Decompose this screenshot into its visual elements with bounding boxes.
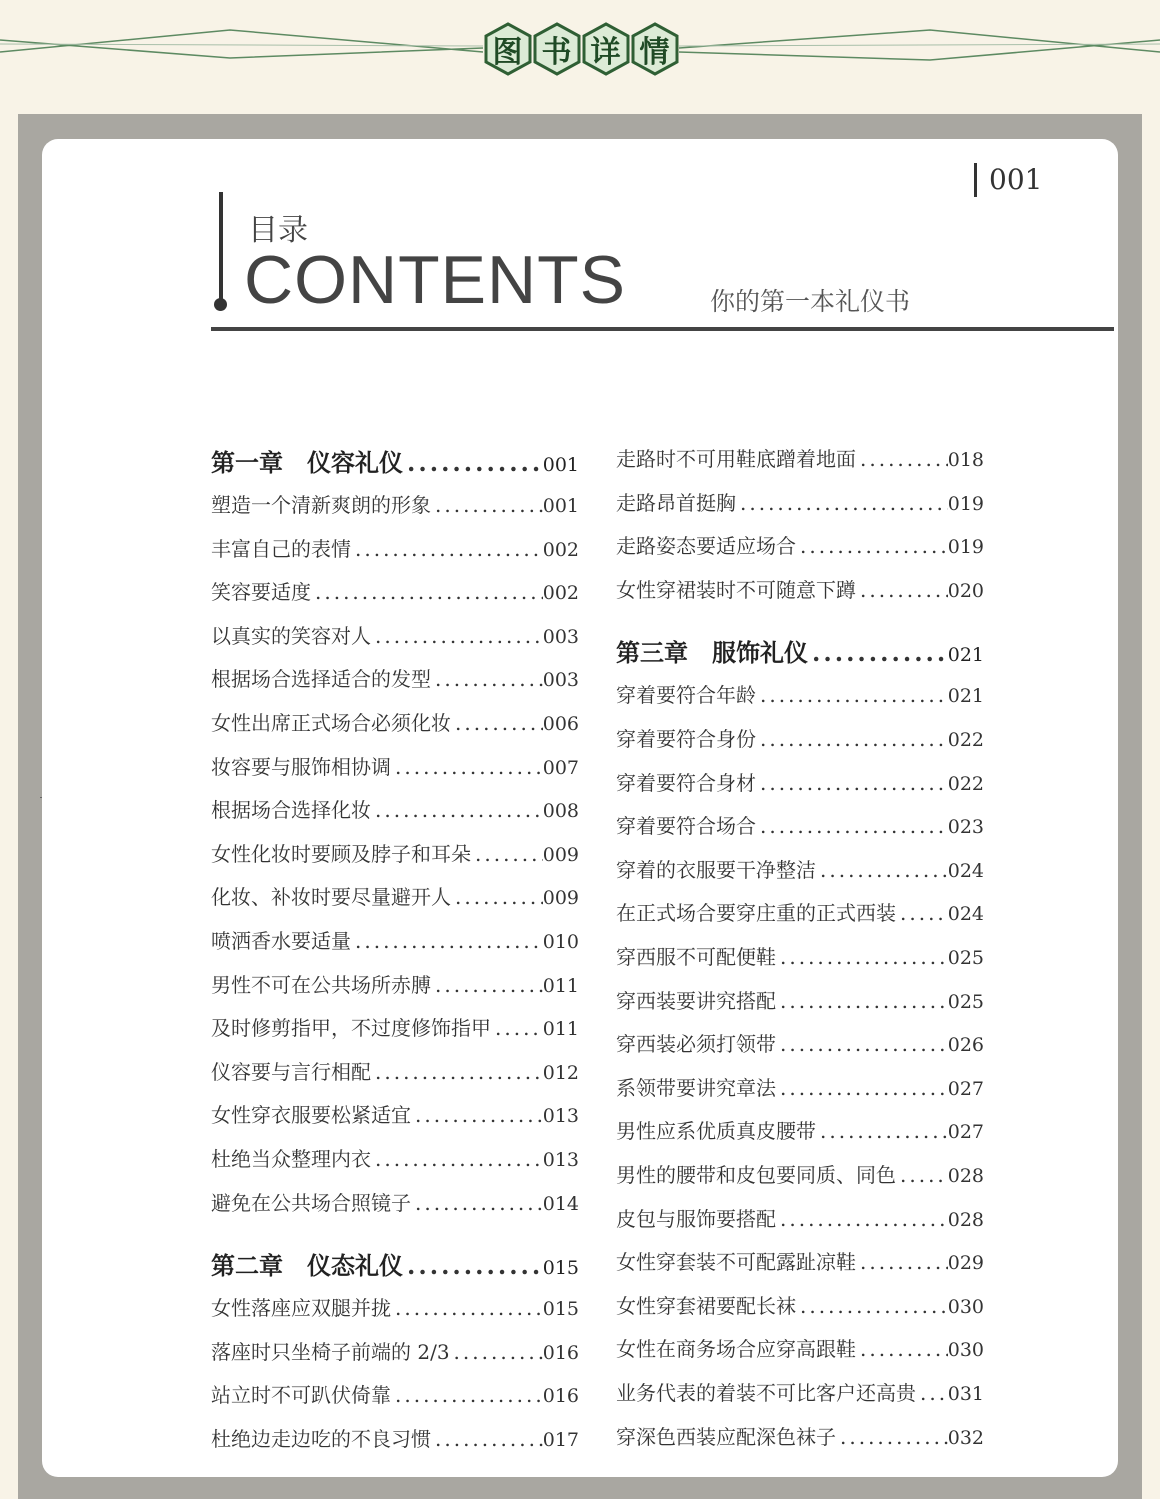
toc-item-title xyxy=(616,810,756,839)
toc-title-text: 穿着的衣服要干净整洁 xyxy=(616,857,816,882)
toc-page-number: 022 xyxy=(947,772,984,795)
toc-leader-dots xyxy=(836,1425,948,1449)
toc-item[interactable] xyxy=(211,707,579,737)
toc-item[interactable] xyxy=(211,663,579,693)
toc-item[interactable] xyxy=(616,1333,984,1363)
toc-item[interactable] xyxy=(211,533,579,563)
toc-page-number: 025 xyxy=(947,990,984,1013)
toc-leader-dots xyxy=(776,989,948,1013)
toc-leader-dots xyxy=(736,491,948,515)
toc-item-title xyxy=(616,443,856,472)
banner-hex xyxy=(581,22,630,76)
toc-leader-dots xyxy=(431,667,543,691)
toc-leader-dots xyxy=(411,1103,543,1127)
toc-page-number: 019 xyxy=(947,536,984,559)
banner-title xyxy=(483,22,679,76)
toc-leader-dots xyxy=(391,755,543,779)
toc-page-number: 028 xyxy=(947,1208,984,1231)
toc-item[interactable] xyxy=(616,897,984,927)
toc-title-text: 笑容要适度 xyxy=(211,580,311,605)
toc-item-title xyxy=(616,1290,796,1319)
page-title-cn: 目录 xyxy=(248,213,308,248)
toc-title-text: 走路昂首挺胸 xyxy=(616,490,736,515)
toc-chapter-number: 第三章 xyxy=(616,638,688,668)
toc-page-number: 027 xyxy=(947,1121,984,1144)
toc-title-text: 穿西服不可配便鞋 xyxy=(616,945,776,969)
toc-leader-dots xyxy=(756,683,948,707)
banner-char: 情 xyxy=(639,35,670,70)
toc-title-text: 穿西装要讲究搭配 xyxy=(616,988,776,1013)
toc-item[interactable] xyxy=(211,881,579,911)
toc-page-number: 021 xyxy=(947,685,984,708)
toc-item[interactable] xyxy=(616,1246,984,1276)
toc-page-number: 031 xyxy=(947,1383,984,1405)
toc-title-text: 根据场合选择化妆 xyxy=(211,798,371,823)
toc-title-text: 及时修剪指甲，不过度修饰指甲 xyxy=(211,1016,491,1041)
page-title: CONTENTS xyxy=(244,242,626,318)
toc-leader-dots xyxy=(776,1032,948,1056)
toc-leader-dots xyxy=(371,1060,543,1084)
toc-leader-dots xyxy=(471,842,543,866)
toc-item-title xyxy=(616,1159,896,1188)
toc-title-text: 女性落座应双腿并拢 xyxy=(211,1296,391,1321)
toc-title-text: 杜绝边走边吃的不良习惯 xyxy=(211,1427,431,1451)
toc-item[interactable] xyxy=(616,1115,984,1145)
toc-page-number: 022 xyxy=(947,729,984,751)
toc-item-title xyxy=(616,530,796,559)
toc-leader-dots xyxy=(796,534,948,558)
toc-leader-dots xyxy=(351,537,543,561)
toc-item-title xyxy=(211,838,471,867)
toc-title-text: 走路姿态要适应场合 xyxy=(616,534,796,559)
toc-leader-dots xyxy=(896,901,948,925)
toc-item[interactable] xyxy=(616,679,984,709)
banner-hex xyxy=(630,22,679,76)
toc-item[interactable] xyxy=(616,1072,984,1102)
toc-title-text: 女性出席正式场合必须化妆 xyxy=(211,711,451,735)
toc-page-number: 023 xyxy=(947,816,984,839)
toc-title-text: 塑造一个清新爽朗的形象 xyxy=(211,493,431,517)
toc-leader-dots xyxy=(351,929,543,953)
toc-item-title xyxy=(211,1099,411,1128)
banner-char: 图 xyxy=(492,35,523,70)
toc-title-text: 落座时只坐椅子前端的 2/3 xyxy=(211,1339,450,1364)
toc-leader-dots xyxy=(776,1076,948,1100)
toc-leader-dots xyxy=(391,1296,543,1320)
toc-item-title xyxy=(616,767,756,796)
toc-page-number: 011 xyxy=(542,1018,579,1041)
toc-item[interactable] xyxy=(616,574,984,604)
toc-item[interactable] xyxy=(616,443,984,473)
toc-leader-dots xyxy=(450,1340,543,1364)
toc-item-title xyxy=(211,663,431,692)
toc-item-title xyxy=(211,1012,491,1041)
toc-leader-dots xyxy=(796,1294,948,1318)
toc-title-text: 女性穿衣服要松紧适宜 xyxy=(211,1103,411,1128)
toc-title-text: 喷洒香水要适量 xyxy=(211,929,351,953)
toc-page-number: 009 xyxy=(542,843,579,866)
toc-page-number: 012 xyxy=(542,1061,579,1084)
toc-page-number: 001 xyxy=(542,454,579,476)
toc-title-text: 女性穿套裙要配长袜 xyxy=(616,1293,796,1318)
toc-item-title xyxy=(211,489,431,518)
toc-title-text: 女性化妆时要顾及脖子和耳朵 xyxy=(211,841,471,866)
toc-page-number: 026 xyxy=(947,1034,984,1057)
toc-item[interactable] xyxy=(211,1336,579,1366)
toc-leader-dots xyxy=(311,580,543,604)
toc-leader-dots xyxy=(431,973,543,997)
toc-item-title xyxy=(616,985,776,1014)
toc-title-text: 妆容要与服饰相协调 xyxy=(211,754,391,779)
toc-title-text: 穿着要符合身份 xyxy=(616,727,756,751)
banner-char: 详 xyxy=(590,35,621,70)
page-number: 001 xyxy=(974,163,1042,197)
toc-item-title xyxy=(211,1056,371,1085)
book-page xyxy=(42,139,1118,1477)
toc-item[interactable] xyxy=(616,985,984,1015)
toc-leader-dots xyxy=(431,493,543,517)
toc-item[interactable] xyxy=(616,1028,984,1058)
page-subtitle: 你的第一本礼仪书 xyxy=(710,287,911,316)
toc-chapter-title xyxy=(211,443,403,478)
toc-item-title xyxy=(211,969,431,998)
toc-item-title xyxy=(211,576,311,605)
toc-leader-dots xyxy=(856,1250,948,1274)
toc-item-title xyxy=(211,1379,391,1408)
toc-item[interactable] xyxy=(616,941,984,971)
toc-page-number: 011 xyxy=(542,974,579,997)
toc-page-number: 015 xyxy=(542,1257,579,1280)
toc-item[interactable] xyxy=(616,1377,984,1407)
toc-item-title xyxy=(616,1028,776,1057)
toc-item-title xyxy=(211,1423,431,1452)
toc-title-text: 女性穿套装不可配露趾凉鞋 xyxy=(616,1250,856,1275)
toc-page-number: 030 xyxy=(947,1295,984,1318)
toc-leader-dots xyxy=(856,1337,948,1361)
toc-title-text: 男性不可在公共场所赤膊 xyxy=(211,972,431,997)
toc-item[interactable] xyxy=(211,925,579,955)
toc-page-number: 016 xyxy=(542,1341,579,1364)
toc-item[interactable] xyxy=(616,530,984,560)
toc-page-number: 021 xyxy=(947,644,984,667)
toc-leader-dots xyxy=(391,1383,543,1407)
title-dot xyxy=(214,298,227,311)
toc-leader-dots xyxy=(451,885,543,909)
toc-leader-dots xyxy=(756,814,948,838)
toc-leader-dots xyxy=(411,1191,543,1215)
toc-item-title xyxy=(616,574,856,603)
toc-item-title xyxy=(211,925,351,954)
toc-page-number: 019 xyxy=(947,492,984,515)
toc-item[interactable] xyxy=(211,794,579,824)
toc-page-number: 028 xyxy=(947,1165,984,1187)
toc-leader-dots xyxy=(816,858,948,882)
title-bar xyxy=(219,192,223,300)
toc-chapter-number: 第二章 xyxy=(211,1251,283,1281)
toc-title-text: 男性的腰带和皮包要同质、同色 xyxy=(616,1163,896,1187)
toc-leader-dots xyxy=(403,1251,543,1280)
toc-page-number: 001 xyxy=(542,495,579,517)
banner-char: 书 xyxy=(541,35,572,70)
toc-page-number: 002 xyxy=(542,538,579,561)
toc-item[interactable] xyxy=(211,1056,579,1086)
toc-page-number: 007 xyxy=(542,756,579,779)
toc-item[interactable] xyxy=(211,1187,579,1217)
toc-leader-dots xyxy=(403,448,543,477)
toc-item[interactable] xyxy=(211,620,579,650)
toc-item[interactable] xyxy=(616,1203,984,1233)
toc-title-text: 走路时不可用鞋底蹭着地面 xyxy=(616,447,856,471)
toc-item[interactable] xyxy=(211,1379,579,1409)
toc-title-text: 仪容要与言行相配 xyxy=(211,1059,371,1084)
toc-item[interactable] xyxy=(616,723,984,753)
title-rule xyxy=(211,327,1114,331)
toc-page-number: 020 xyxy=(947,579,984,602)
toc-title-text: 站立时不可趴伏倚靠 xyxy=(211,1383,391,1408)
toc-page-number: 008 xyxy=(542,800,579,823)
toc-item[interactable] xyxy=(211,1143,579,1173)
toc-leader-dots xyxy=(756,771,948,795)
toc-page-number: 016 xyxy=(542,1385,579,1408)
toc-item-title xyxy=(616,941,776,970)
toc-title-text: 以真实的笑容对人 xyxy=(211,623,371,648)
toc-item[interactable] xyxy=(211,1423,579,1453)
toc-item-title xyxy=(211,1187,411,1216)
toc-chapter[interactable] xyxy=(616,633,984,669)
toc-item-title xyxy=(616,1333,856,1362)
toc-item[interactable] xyxy=(616,1290,984,1320)
toc-item[interactable] xyxy=(211,489,579,519)
toc-leader-dots xyxy=(371,624,543,648)
toc-chapter[interactable] xyxy=(211,443,579,479)
toc-item[interactable] xyxy=(616,854,984,884)
toc-page-number: 025 xyxy=(947,947,984,969)
toc-item[interactable] xyxy=(616,767,984,797)
toc-page-number: 013 xyxy=(542,1105,579,1128)
toc-leader-dots xyxy=(896,1163,948,1187)
toc-leader-dots xyxy=(451,711,543,735)
toc-leader-dots xyxy=(491,1016,543,1040)
toc-item-title xyxy=(211,707,451,736)
toc-item[interactable] xyxy=(211,838,579,868)
toc-item[interactable] xyxy=(616,1159,984,1189)
toc-item[interactable] xyxy=(616,1421,984,1451)
toc-leader-dots xyxy=(856,578,948,602)
toc-item[interactable] xyxy=(211,1099,579,1129)
toc-page-number: 014 xyxy=(542,1192,579,1215)
toc-item-title xyxy=(616,854,816,883)
toc-page-number: 018 xyxy=(947,449,984,471)
toc-title-text: 仪态礼仪 xyxy=(307,1251,403,1281)
toc-item-title xyxy=(616,1421,836,1450)
toc-page-number: 003 xyxy=(542,669,579,692)
toc-item-title xyxy=(211,881,451,910)
toc-leader-dots xyxy=(431,1427,543,1451)
toc-title-text: 穿着要符合身材 xyxy=(616,770,756,795)
toc-page-number: 032 xyxy=(947,1426,984,1449)
toc-title-text: 女性在商务场合应穿高跟鞋 xyxy=(616,1337,856,1362)
toc-page-number: 009 xyxy=(542,887,579,910)
toc-item-title xyxy=(616,487,736,516)
toc-page-number: 024 xyxy=(947,859,984,882)
toc-page-number: 024 xyxy=(947,903,984,926)
toc-page-number: 017 xyxy=(542,1429,579,1451)
banner-hex xyxy=(532,22,581,76)
toc-title-text: 在正式场合要穿庄重的正式西装 xyxy=(616,901,896,926)
toc-leader-dots xyxy=(756,727,948,751)
toc-title-text: 杜绝当众整理内衣 xyxy=(211,1147,371,1171)
toc-leader-dots xyxy=(856,447,948,471)
toc-leader-dots xyxy=(371,798,543,822)
toc-title-text: 穿深色西装应配深色袜子 xyxy=(616,1424,836,1449)
toc-item-title xyxy=(211,1292,391,1321)
toc-title-text: 避免在公共场合照镜子 xyxy=(211,1190,411,1215)
toc-item-title xyxy=(616,1203,776,1232)
toc-item-title xyxy=(616,1246,856,1275)
toc-item-title xyxy=(211,1336,450,1365)
toc-item-title xyxy=(616,723,756,752)
toc-leader-dots xyxy=(776,945,948,969)
toc-title-text: 服饰礼仪 xyxy=(712,638,808,668)
toc-title-text: 皮包与服饰要搭配 xyxy=(616,1206,776,1231)
toc-item[interactable] xyxy=(616,487,984,517)
toc-item-title xyxy=(616,1072,776,1101)
toc-item-title xyxy=(616,679,756,708)
toc-title-text: 根据场合选择适合的发型 xyxy=(211,667,431,692)
toc-page-number: 013 xyxy=(542,1149,579,1171)
toc-title-text: 穿着要符合场合 xyxy=(616,814,756,839)
toc-item-title xyxy=(211,794,371,823)
toc-title-text: 丰富自己的表情 xyxy=(211,536,351,561)
toc-item[interactable] xyxy=(211,1292,579,1322)
toc-item[interactable] xyxy=(211,576,579,606)
toc-chapter-title xyxy=(211,1246,403,1281)
toc-leader-dots xyxy=(916,1381,948,1405)
toc-item-title xyxy=(211,620,371,649)
toc-page-number: 029 xyxy=(947,1252,984,1275)
toc-title-text: 系领带要讲究章法 xyxy=(616,1075,776,1100)
toc-item-title xyxy=(211,751,391,780)
toc-leader-dots xyxy=(371,1147,543,1171)
toc-item-title xyxy=(616,1377,916,1406)
toc-item[interactable] xyxy=(211,1012,579,1042)
toc-title-text: 仪容礼仪 xyxy=(307,448,403,477)
toc-item-title xyxy=(211,533,351,562)
toc-title-text: 业务代表的着装不可比客户还高贵 xyxy=(616,1381,916,1405)
toc-item-title xyxy=(616,897,896,926)
toc-item[interactable] xyxy=(211,751,579,781)
toc-leader-dots xyxy=(816,1119,948,1143)
toc-leader-dots xyxy=(776,1207,948,1231)
toc-page-number: 030 xyxy=(947,1339,984,1362)
toc-title-text: 穿西装必须打领带 xyxy=(616,1032,776,1057)
toc-item-title xyxy=(616,1115,816,1144)
toc-page-number: 003 xyxy=(542,625,579,648)
toc-page-number: 027 xyxy=(947,1077,984,1100)
toc-page-number: 015 xyxy=(542,1298,579,1321)
toc-page-number: 006 xyxy=(542,713,579,735)
toc-title-text: 化妆、补妆时要尽量避开人 xyxy=(211,885,451,910)
toc-item[interactable] xyxy=(616,810,984,840)
banner-hex xyxy=(483,22,532,76)
toc-item-title xyxy=(211,1143,371,1172)
header-banner xyxy=(0,0,1160,100)
toc-leader-dots xyxy=(808,638,948,667)
toc-chapter-title xyxy=(616,633,808,668)
toc-page-number: 002 xyxy=(542,582,579,605)
toc-chapter-number: 第一章 xyxy=(211,448,283,477)
toc-page-number: 010 xyxy=(542,931,579,953)
toc-title-text: 男性应系优质真皮腰带 xyxy=(616,1119,816,1144)
toc-chapter[interactable] xyxy=(211,1246,579,1282)
toc-title-text: 女性穿裙装时不可随意下蹲 xyxy=(616,577,856,602)
toc-title-text: 穿着要符合年龄 xyxy=(616,683,756,708)
toc-item[interactable] xyxy=(211,969,579,999)
